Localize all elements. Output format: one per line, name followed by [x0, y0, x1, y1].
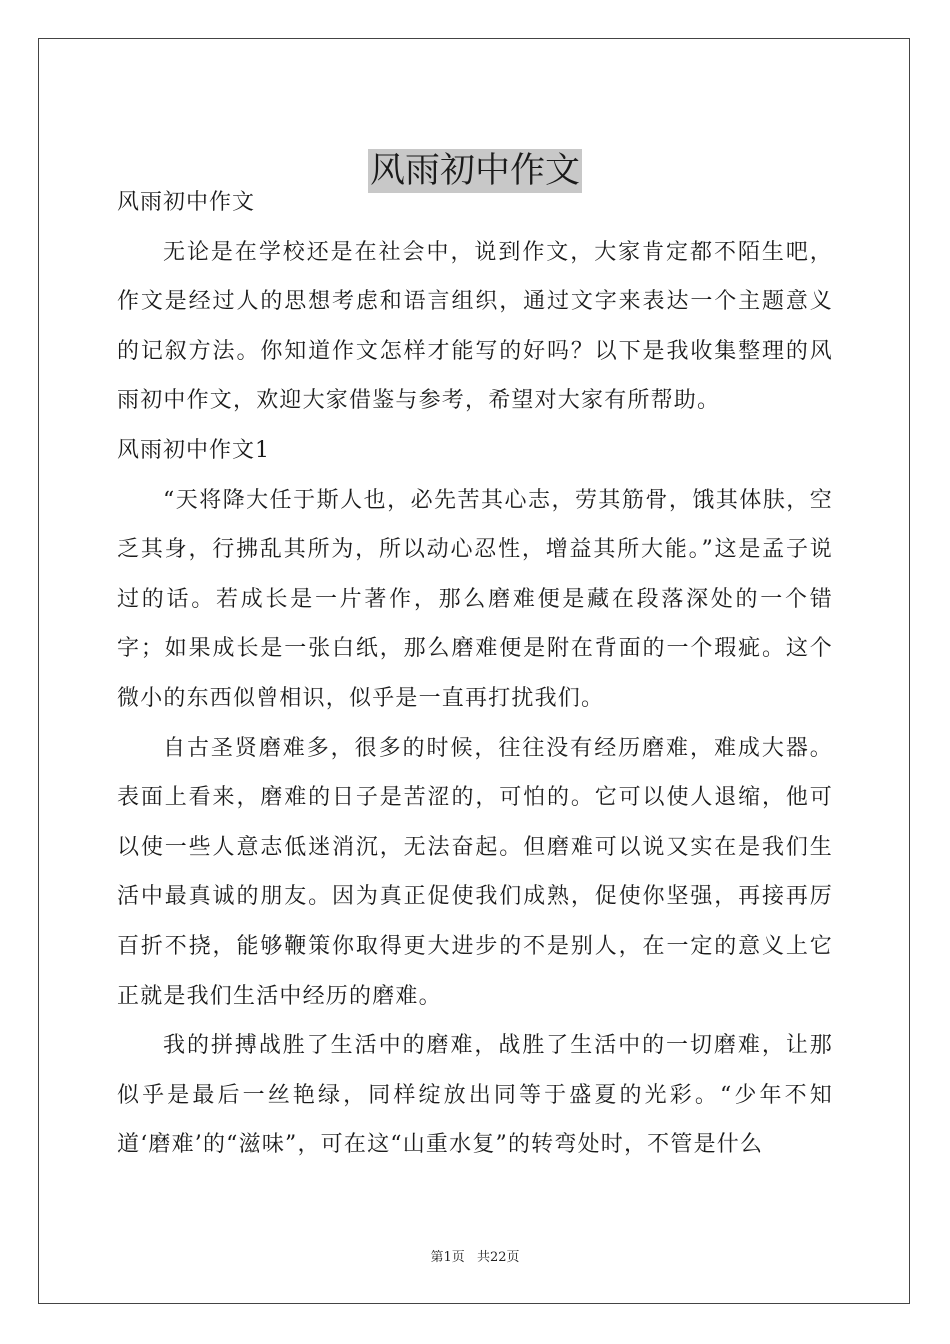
page-footer	[0, 1246, 950, 1265]
section-heading: 风雨初中作文	[117, 190, 256, 215]
body-paragraph: 我的拼搏战胜了生活中的磨难，战胜了生活中的一切磨难，让那似乎是最后一丝艳绿，同样绽放出同等于盛夏的光彩。“少年不知道‘磨难’的“滋味”，可在这“山重水复”的转弯处时，不管是什么	[117, 1033, 833, 1158]
section-heading: 风雨初中作文1	[117, 437, 270, 463]
page-number: 第1页	[430, 1250, 465, 1265]
page-total: 共22页	[476, 1250, 520, 1265]
body-paragraph: 无论是在学校还是在社会中，说到作文，大家肯定都不陌生吧，作文是经过人的思想考虑和语言组织，通过文字来表达一个主题意义的记叙方法。你知道作文怎样才能写的好吗？以下是我收集整理的风雨初中作文，欢迎大家借鉴与参考，希望对大家有所帮助。	[117, 239, 833, 414]
body-paragraph: 自古圣贤磨难多，很多的时候，往往没有经历磨难，难成大器。表面上看来，磨难的日子是苦涩的，可怕的。它可以使人退缩，他可以使一些人意志低迷消沉，无法奋起。但磨难可以说又实在是我们生活中最真诚的朋友。因为真正促使我们成熟，促使你坚强，再接再厉百折不挠，能够鞭策你取得更大进步的不是别人，在一定的意义上它正就是我们生活中经历的磨难。	[117, 735, 833, 1009]
document-title: 风雨初中作文	[369, 151, 580, 192]
body-paragraph: “天将降大任于斯人也，必先苦其心志，劳其筋骨，饿其体肤，空乏其身，行拂乱其所为，所以动心忍性，增益其所大能。”这是孟子说过的话。若成长是一片著作，那么磨难便是藏在段落深处的一个错字；如果成长是一张白纸，那么磨难便是附在背面的一个瑕疵。这个微小的东西似曾相识，似乎是一直再打扰我们。	[117, 487, 833, 711]
document-body	[117, 178, 833, 1170]
